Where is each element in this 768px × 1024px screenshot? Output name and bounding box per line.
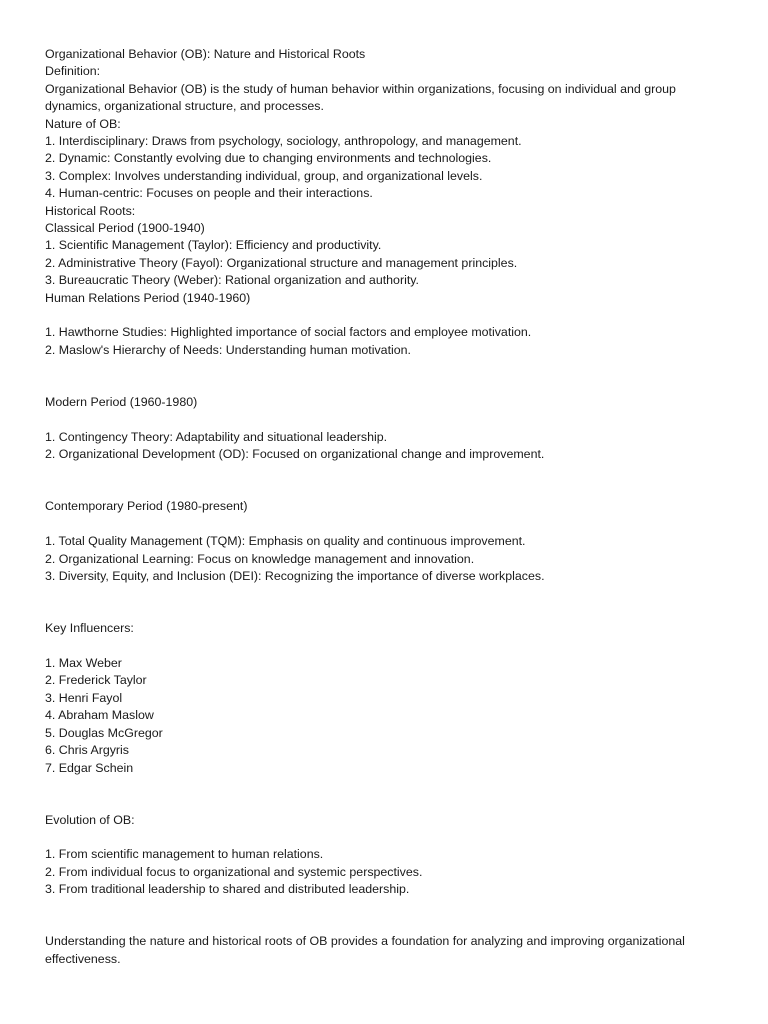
- evolution-heading: Evolution of OB:: [45, 812, 135, 827]
- evolution-item: 3. From traditional leadership to shared and distributed leadership.: [45, 882, 410, 897]
- influencer-item: 2. Frederick Taylor: [45, 673, 147, 688]
- historical-heading: Historical Roots:: [45, 203, 136, 218]
- spacer: [45, 916, 720, 933]
- modern-heading: Modern Period (1960-1980): [45, 395, 198, 410]
- evolution-item: 1. From scientific management to human relations.: [45, 847, 324, 862]
- spacer: [45, 516, 720, 533]
- classical-item: 1. Scientific Management (Taylor): Efficiency and productivity.: [45, 238, 382, 253]
- spacer: [45, 794, 720, 811]
- influencers-heading: Key Influencers:: [45, 621, 134, 636]
- contemporary-item: 3. Diversity, Equity, and Inclusion (DEI): Recognizing the importance of diverse workplaces.: [45, 569, 545, 584]
- spacer: [45, 359, 720, 376]
- contemporary-item: 1. Total Quality Management (TQM): Emphasis on quality and continuous improvement.: [45, 534, 526, 549]
- classical-heading: Classical Period (1900-1940): [45, 221, 205, 236]
- influencer-item: 5. Douglas McGregor: [45, 725, 163, 740]
- spacer: [45, 585, 720, 602]
- modern-item: 2. Organizational Development (OD): Focused on organizational change and improvement.: [45, 447, 545, 462]
- modern-item: 1. Contingency Theory: Adaptability and situational leadership.: [45, 429, 388, 444]
- nature-item: 2. Dynamic: Constantly evolving due to changing environments and technologies.: [45, 151, 492, 166]
- influencer-item: 6. Chris Argyris: [45, 743, 129, 758]
- human-relations-item: 2. Maslow's Hierarchy of Needs: Understanding human motivation.: [45, 342, 411, 357]
- spacer: [45, 481, 720, 498]
- classical-item: 2. Administrative Theory (Fayol): Organizational structure and management principles.: [45, 255, 518, 270]
- influencer-item: 4. Abraham Maslow: [45, 708, 154, 723]
- spacer: [45, 899, 720, 916]
- human-relations-item: 1. Hawthorne Studies: Highlighted importance of social factors and employee motivation.: [45, 325, 532, 340]
- contemporary-item: 2. Organizational Learning: Focus on knowledge management and innovation.: [45, 551, 475, 566]
- spacer: [45, 377, 720, 394]
- document-title: Organizational Behavior (OB): Nature and Historical Roots: [45, 47, 366, 61]
- nature-heading: Nature of OB:: [45, 116, 121, 131]
- nature-item: 1. Interdisciplinary: Draws from psychology, sociology, anthropology, and management.: [45, 134, 522, 149]
- definition-text: Organizational Behavior (OB) is the study of human behavior within organizations, focusing on individual and group dynamics, organizational structure, and processes.: [45, 81, 676, 114]
- conclusion-text: Understanding the nature and historical roots of OB provides a foundation for analyzing and improving organizational effectiveness.: [45, 934, 685, 966]
- nature-item: 4. Human-centric: Focuses on people and their interactions.: [45, 186, 373, 201]
- spacer: [45, 307, 720, 324]
- document-page: [45, 46, 720, 968]
- spacer: [45, 411, 720, 428]
- evolution-item: 2. From individual focus to organizational and systemic perspectives.: [45, 864, 423, 879]
- spacer: [45, 777, 720, 794]
- definition-heading: Definition:: [45, 64, 101, 79]
- spacer: [45, 464, 720, 481]
- influencer-item: 7. Edgar Schein: [45, 760, 134, 775]
- influencer-item: 1. Max Weber: [45, 656, 122, 671]
- human-relations-heading: Human Relations Period (1940-1960): [45, 290, 251, 305]
- contemporary-heading: Contemporary Period (1980-present): [45, 499, 248, 514]
- spacer: [45, 603, 720, 620]
- influencer-item: 3. Henri Fayol: [45, 690, 123, 705]
- classical-item: 3. Bureaucratic Theory (Weber): Rational organization and authority.: [45, 273, 419, 288]
- spacer: [45, 638, 720, 655]
- spacer: [45, 829, 720, 846]
- nature-item: 3. Complex: Involves understanding individual, group, and organizational levels.: [45, 168, 483, 183]
